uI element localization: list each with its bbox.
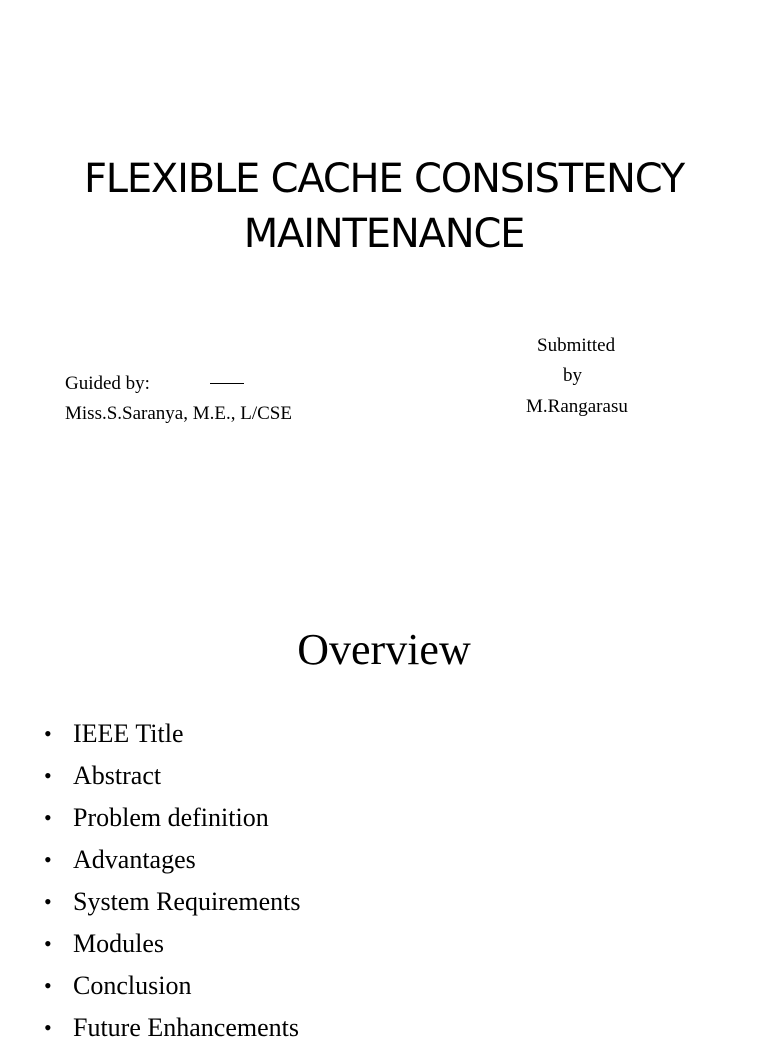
guided-by-label: Guided by:	[65, 373, 150, 394]
list-item	[44, 965, 300, 1007]
submitter-name: M.Rangarasu	[526, 396, 628, 417]
bullet-icon: •	[44, 721, 52, 746]
guide-name: Miss.S.Saranya, M.E., L/CSE	[65, 403, 292, 424]
slide-title-line-2: MAINTENANCE	[243, 211, 525, 257]
bullet-icon: •	[44, 973, 52, 998]
list-item-label: System Requirements	[73, 887, 301, 916]
underline-mark	[210, 383, 244, 384]
list-item-label: IEEE Title	[73, 719, 184, 748]
bullet-icon: •	[44, 847, 52, 872]
slide-title-line-1: FLEXIBLE CACHE CONSISTENCY	[83, 156, 685, 202]
bullet-icon: •	[44, 889, 52, 914]
list-item	[44, 713, 300, 755]
submitted-by-label: by	[563, 365, 582, 386]
bullet-icon: •	[44, 763, 52, 788]
list-item-label: Future Enhancements	[73, 1013, 299, 1042]
list-item-label: Abstract	[73, 761, 162, 790]
list-item	[44, 797, 300, 839]
list-item	[44, 839, 300, 881]
list-item	[44, 923, 300, 965]
overview-list	[44, 713, 300, 1049]
bullet-icon: •	[44, 931, 52, 956]
list-item	[44, 881, 300, 923]
list-item-label: Conclusion	[73, 971, 192, 1000]
list-item-label: Problem definition	[73, 803, 269, 832]
submitted-label: Submitted	[537, 335, 616, 356]
list-item	[44, 755, 300, 797]
list-item	[44, 1007, 300, 1049]
guided-by-block	[65, 369, 292, 429]
list-item-label: Advantages	[73, 845, 196, 874]
slide-title	[0, 152, 768, 262]
overview-title: Overview	[297, 625, 471, 674]
bullet-icon: •	[44, 805, 52, 830]
bullet-icon: •	[44, 1015, 52, 1040]
list-item-label: Modules	[73, 929, 164, 958]
